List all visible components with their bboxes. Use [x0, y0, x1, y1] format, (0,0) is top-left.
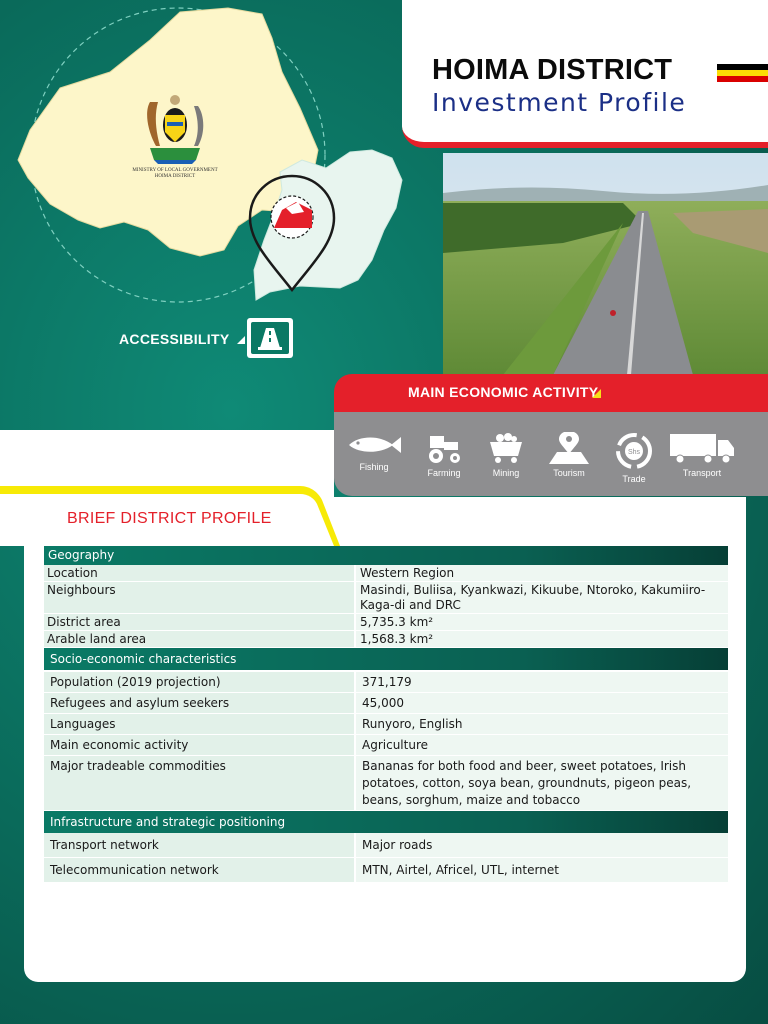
activity-tourism — [537, 432, 601, 478]
table-row — [44, 735, 728, 756]
table-row — [44, 756, 728, 811]
row-value: 1,568.3 km² — [356, 631, 728, 647]
activity-trade — [602, 432, 666, 484]
row-key: Languages — [44, 714, 354, 734]
row-value: Runyoro, English — [356, 714, 728, 734]
section-heading-geography: Geography — [44, 546, 728, 565]
row-value: Western Region — [356, 565, 728, 581]
activity-transport — [662, 432, 742, 478]
table-row — [44, 672, 728, 693]
header-card — [402, 0, 768, 148]
activity-label: Transport — [682, 468, 722, 478]
uganda-flag-icon — [717, 64, 768, 82]
table-row — [44, 833, 728, 858]
road-photo — [443, 153, 768, 375]
row-key: Neighbours — [44, 582, 354, 613]
main-activity-label: MAIN ECONOMIC ACTIVITY — [408, 384, 599, 400]
row-key: Transport network — [44, 833, 354, 857]
row-value: Major roads — [356, 833, 728, 857]
table-row — [44, 614, 728, 631]
activity-label: Tourism — [553, 468, 585, 478]
section-heading-socio: Socio-economic characteristics — [44, 648, 728, 670]
activity-label: Farming — [427, 468, 461, 478]
page-subtitle: Investment Profile — [432, 88, 687, 117]
district-map — [0, 0, 440, 420]
profile-table — [44, 546, 728, 883]
table-row — [44, 714, 728, 735]
activity-label: Fishing — [359, 462, 389, 472]
row-value: Masindi, Buliisa, Kyankwazi, Kikuube, Ntoroko, Kakumiiro-Kaga-di and DRC — [356, 582, 728, 613]
table-row — [44, 693, 728, 714]
row-value: 371,179 — [356, 672, 728, 692]
fish-icon — [345, 432, 403, 458]
accessibility-label: ACCESSIBILITY — [119, 331, 245, 347]
main-activity-header — [334, 374, 768, 412]
row-value: MTN, Airtel, Africel, UTL, internet — [356, 858, 728, 882]
table-row — [44, 582, 728, 614]
crest-caption-line2: HOIMA DISTRICT — [154, 174, 196, 179]
brief-profile-label: BRIEF DISTRICT PROFILE — [67, 510, 272, 527]
table-row — [44, 565, 728, 582]
row-key: Location — [44, 565, 354, 581]
page-title: HOIMA DISTRICT — [432, 54, 673, 86]
map-pin-icon — [547, 432, 591, 464]
row-key: Arable land area — [44, 631, 354, 647]
row-key: District area — [44, 614, 354, 630]
section-heading-infrastructure: Infrastructure and strategic positioning — [44, 811, 728, 833]
activity-label: Mining — [492, 468, 520, 478]
row-key: Refugees and asylum seekers — [44, 693, 354, 713]
row-value: Bananas for both food and beer, sweet potatoes, Irish potatoes, cotton, soya bean, groundnuts, pigeon peas, beans, sorghum, maize and tobacco — [356, 756, 728, 810]
activity-label: Trade — [622, 474, 646, 484]
svg-text:Shs: Shs — [627, 449, 641, 456]
triangle-marker-icon — [592, 389, 601, 398]
tractor-icon — [424, 432, 464, 464]
currency-exchange-icon — [612, 432, 656, 470]
row-key: Population (2019 projection) — [44, 672, 354, 692]
row-key: Main economic activity — [44, 735, 354, 755]
mine-cart-icon — [486, 432, 526, 464]
activity-farming — [412, 432, 476, 478]
truck-icon — [668, 432, 736, 464]
road-icon — [247, 318, 293, 358]
row-key: Telecommunication network — [44, 858, 354, 882]
row-value: Agriculture — [356, 735, 728, 755]
table-row — [44, 858, 728, 883]
table-row — [44, 631, 728, 648]
row-key: Major tradeable commodities — [44, 756, 354, 810]
row-value: 5,735.3 km² — [356, 614, 728, 630]
main-activity-panel — [334, 412, 768, 496]
activity-fishing — [342, 432, 406, 472]
crest-caption-line1: MINISTRY OF LOCAL GOVERNMENT — [132, 168, 218, 173]
row-value: 45,000 — [356, 693, 728, 713]
activity-mining — [474, 432, 538, 478]
